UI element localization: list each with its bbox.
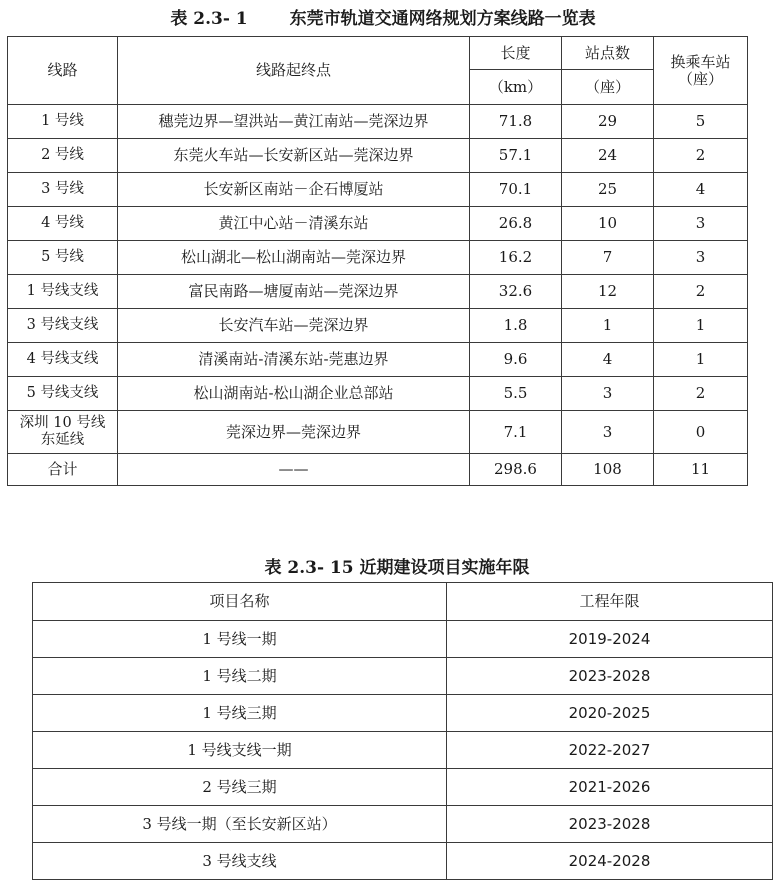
line-cell: 3 号线支线 (8, 309, 118, 343)
length-cell: 57.1 (470, 139, 562, 173)
table2-header-row (33, 583, 773, 621)
header-route: 线路起终点 (118, 37, 470, 105)
project-name-cell: 1 号线一期 (33, 621, 447, 658)
project-name-cell: 3 号线一期（至长安新区站） (33, 806, 447, 843)
stations-cell: 3 (562, 377, 654, 411)
project-name-cell: 2 号线三期 (33, 769, 447, 806)
line-cell (8, 411, 118, 454)
total-row (8, 454, 748, 486)
transfer-cell: 2 (654, 139, 748, 173)
table-row (8, 105, 748, 139)
header-line: 线路 (8, 37, 118, 105)
table-row (8, 411, 748, 454)
route-cell: 黄江中心站－清溪东站 (118, 207, 470, 241)
length-cell: 71.8 (470, 105, 562, 139)
project-years-cell: 2023-2028 (447, 658, 773, 695)
line-cell: 3 号线 (8, 173, 118, 207)
header-length: 长度 (470, 37, 562, 70)
project-name-cell: 1 号线支线一期 (33, 732, 447, 769)
header-length-unit: （km） (470, 70, 562, 105)
rail-network-plan-table (7, 36, 748, 486)
length-cell: 9.6 (470, 343, 562, 377)
table-row (8, 139, 748, 173)
near-term-projects-table (32, 582, 773, 880)
length-cell: 16.2 (470, 241, 562, 275)
route-cell: 清溪南站-清溪东站-莞惠边界 (118, 343, 470, 377)
route-cell: 长安汽车站—莞深边界 (118, 309, 470, 343)
length-cell: 5.5 (470, 377, 562, 411)
length-cell: 1.8 (470, 309, 562, 343)
route-cell: 富民南路—塘厦南站—莞深边界 (118, 275, 470, 309)
table-row (33, 695, 773, 732)
project-years-cell: 2020-2025 (447, 695, 773, 732)
table-row (8, 343, 748, 377)
line-cell: 2 号线 (8, 139, 118, 173)
table-row (33, 732, 773, 769)
project-years-cell: 2022-2027 (447, 732, 773, 769)
project-name-cell: 1 号线三期 (33, 695, 447, 732)
line-cell: 1 号线 (8, 105, 118, 139)
project-name-cell: 1 号线二期 (33, 658, 447, 695)
route-cell: 东莞火车站—长安新区站—莞深边界 (118, 139, 470, 173)
project-name-cell: 3 号线支线 (33, 843, 447, 880)
total-transfer: 11 (654, 454, 748, 486)
stations-cell: 25 (562, 173, 654, 207)
table-row (33, 658, 773, 695)
table-row (8, 207, 748, 241)
transfer-cell: 1 (654, 309, 748, 343)
route-cell: 松山湖北—松山湖南站—莞深边界 (118, 241, 470, 275)
transfer-cell: 0 (654, 411, 748, 454)
header-project-name: 项目名称 (33, 583, 447, 621)
table-row (8, 377, 748, 411)
stations-cell: 29 (562, 105, 654, 139)
header-project-years: 工程年限 (447, 583, 773, 621)
table1-caption-number: 表 2.3- 1 (170, 9, 248, 29)
project-years-cell: 2023-2028 (447, 806, 773, 843)
table-row (33, 769, 773, 806)
table1-caption (0, 4, 774, 29)
table-row (8, 241, 748, 275)
project-years-cell: 2021-2026 (447, 769, 773, 806)
route-cell: 莞深边界—莞深边界 (118, 411, 470, 454)
total-label: 合计 (8, 454, 118, 486)
header-transfer (654, 37, 748, 105)
line-cell: 5 号线 (8, 241, 118, 275)
stations-cell: 10 (562, 207, 654, 241)
line-cell: 4 号线 (8, 207, 118, 241)
table2-caption: 表 2.3- 15 近期建设项目实施年限 (264, 558, 530, 578)
total-route: —— (118, 454, 470, 486)
table1-caption-title: 东莞市轨道交通网络规划方案线路一览表 (289, 9, 596, 29)
stations-cell: 12 (562, 275, 654, 309)
line-cell: 1 号线支线 (8, 275, 118, 309)
table-row (33, 806, 773, 843)
transfer-cell: 3 (654, 207, 748, 241)
route-cell: 穗莞边界—望洪站—黄江南站—莞深边界 (118, 105, 470, 139)
transfer-cell: 5 (654, 105, 748, 139)
stations-cell: 24 (562, 139, 654, 173)
header-transfer-label: 换乘车站 (670, 52, 731, 71)
route-cell: 长安新区南站－企石博厦站 (118, 173, 470, 207)
transfer-cell: 4 (654, 173, 748, 207)
project-years-cell: 2019-2024 (447, 621, 773, 658)
transfer-cell: 2 (654, 275, 748, 309)
header-transfer-unit: （座） (677, 69, 723, 88)
header-stations-unit: （座） (562, 70, 654, 105)
table-row (8, 173, 748, 207)
transfer-cell: 3 (654, 241, 748, 275)
stations-cell: 7 (562, 241, 654, 275)
project-years-cell: 2024-2028 (447, 843, 773, 880)
length-cell: 32.6 (470, 275, 562, 309)
stations-cell: 3 (562, 411, 654, 454)
header-stations: 站点数 (562, 37, 654, 70)
stations-cell: 4 (562, 343, 654, 377)
table-row (8, 309, 748, 343)
length-cell: 26.8 (470, 207, 562, 241)
total-length: 298.6 (470, 454, 562, 486)
table-row (33, 843, 773, 880)
table-row (33, 621, 773, 658)
table1-header-row (8, 37, 748, 70)
length-cell: 70.1 (470, 173, 562, 207)
line-cell-line2: 东延线 (40, 432, 85, 448)
route-cell: 松山湖南站-松山湖企业总部站 (118, 377, 470, 411)
line-cell-line1: 深圳 10 号线 (19, 415, 106, 431)
total-stations: 108 (562, 454, 654, 486)
line-cell: 5 号线支线 (8, 377, 118, 411)
length-cell: 7.1 (470, 411, 562, 454)
line-cell: 4 号线支线 (8, 343, 118, 377)
transfer-cell: 1 (654, 343, 748, 377)
transfer-cell: 2 (654, 377, 748, 411)
table-row (8, 275, 748, 309)
stations-cell: 1 (562, 309, 654, 343)
